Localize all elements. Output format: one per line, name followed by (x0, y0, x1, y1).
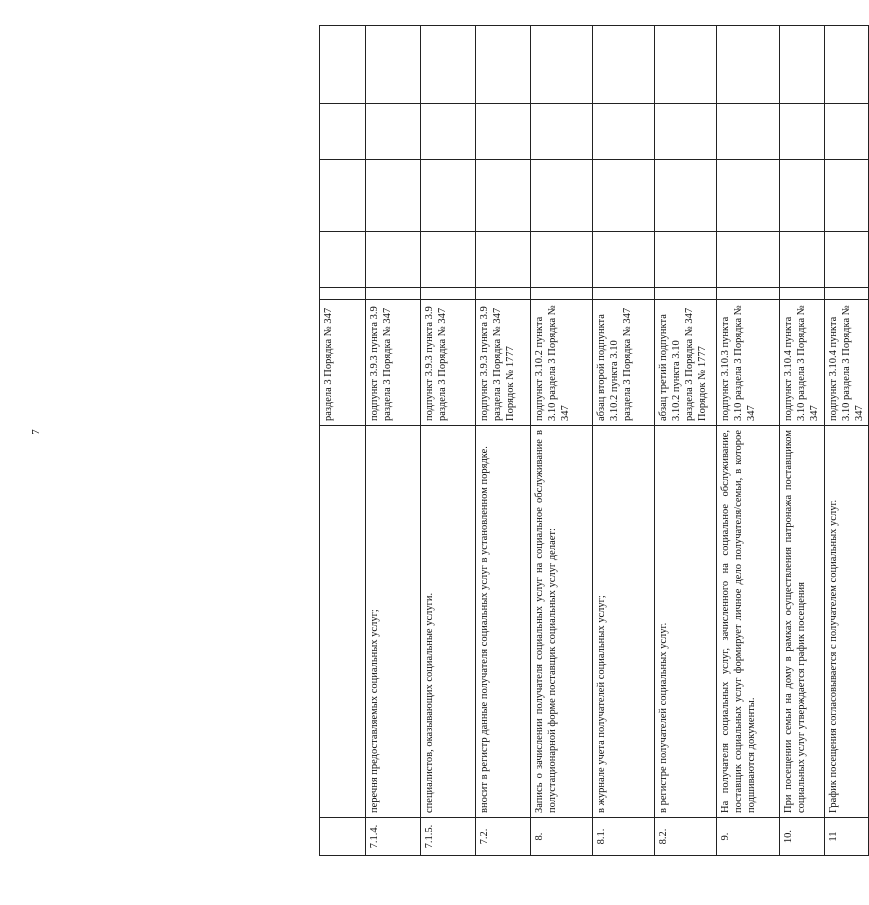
empty-cell (655, 288, 717, 300)
empty-cell (593, 104, 655, 160)
table-row (780, 26, 825, 856)
row-reference: подпункт 3.10.3 пункта 3.10 раздела 3 Порядка № 347 (717, 300, 780, 426)
empty-cell (593, 26, 655, 104)
row-reference: подпункт 3.10.4 пункта 3.10 раздела 3 Порядка № 347 (825, 300, 869, 426)
empty-cell (421, 104, 476, 160)
empty-cell (531, 232, 593, 288)
empty-cell (421, 288, 476, 300)
empty-cell (717, 160, 780, 232)
row-description: Запись о зачислении получателя социальных услуг на социальное обслуживание в полустационарной форме поставщик социальных услуг делает: (531, 426, 593, 818)
row-description (320, 426, 366, 818)
empty-cell (320, 26, 366, 104)
empty-cell (476, 232, 531, 288)
empty-cell (780, 288, 825, 300)
empty-cell (476, 26, 531, 104)
empty-cell (366, 160, 421, 232)
table-row (717, 26, 780, 856)
row-number: 8. (531, 818, 593, 856)
table-row (531, 26, 593, 856)
row-description: вносит в регистр данные получателя социальных услуг в установленном порядке. (476, 426, 531, 818)
row-number: 10. (780, 818, 825, 856)
procedure-table (319, 25, 869, 856)
row-number: 7.1.5. (421, 818, 476, 856)
row-number: 8.1. (593, 818, 655, 856)
empty-cell (825, 26, 869, 104)
empty-cell (320, 104, 366, 160)
empty-cell (825, 232, 869, 288)
row-number: 11 (825, 818, 869, 856)
empty-cell (366, 232, 421, 288)
table-row (655, 26, 717, 856)
row-reference: абзац второй подпункта 3.10.2 пункта 3.10 раздела 3 Порядка № 347 (593, 300, 655, 426)
row-reference: подпункт 3.9.3 пункта 3.9 раздела 3 Порядка № 347 (366, 300, 421, 426)
empty-cell (476, 288, 531, 300)
row-number: 9. (717, 818, 780, 856)
row-reference: подпункт 3.10.2 пункта 3.10 раздела 3 Порядка № 347 (531, 300, 593, 426)
empty-cell (531, 104, 593, 160)
empty-cell (366, 288, 421, 300)
row-number (320, 818, 366, 856)
empty-cell (366, 26, 421, 104)
empty-cell (593, 160, 655, 232)
page-number: 7 (29, 429, 42, 435)
empty-cell (655, 232, 717, 288)
empty-cell (825, 160, 869, 232)
empty-cell (531, 26, 593, 104)
empty-cell (780, 26, 825, 104)
row-description: перечня предоставляемых социальных услуг; (366, 426, 421, 818)
row-reference: подпункт 3.9.3 пункта 3.9 раздела 3 Порядка № 347 Порядок № 1777 (476, 300, 531, 426)
empty-cell (825, 288, 869, 300)
empty-cell (421, 232, 476, 288)
empty-cell (655, 104, 717, 160)
table-row (366, 26, 421, 856)
row-description: На получателя социальных услуг, зачисленного на социальное обслуживание, поставщик социальных услуг формирует личное дело получателя/семьи, в которое подшиваются документы. (717, 426, 780, 818)
empty-cell (780, 232, 825, 288)
empty-cell (531, 288, 593, 300)
empty-cell (780, 160, 825, 232)
empty-cell (717, 26, 780, 104)
empty-cell (717, 288, 780, 300)
empty-cell (421, 26, 476, 104)
row-description: в журнале учета получателей социальных услуг; (593, 426, 655, 818)
row-number: 7.2. (476, 818, 531, 856)
empty-cell (717, 232, 780, 288)
table-row (476, 26, 531, 856)
empty-cell (593, 288, 655, 300)
empty-cell (320, 160, 366, 232)
row-number: 7.1.4. (366, 818, 421, 856)
empty-cell (655, 26, 717, 104)
table-row (825, 26, 869, 856)
empty-cell (476, 104, 531, 160)
empty-cell (320, 288, 366, 300)
empty-cell (531, 160, 593, 232)
table-row (593, 26, 655, 856)
empty-cell (476, 160, 531, 232)
table-row (421, 26, 476, 856)
empty-cell (421, 160, 476, 232)
row-reference: подпункт 3.10.4 пункта 3.10 раздела 3 Порядка № 347 (780, 300, 825, 426)
row-description: в регистре получателей социальных услуг. (655, 426, 717, 818)
empty-cell (825, 104, 869, 160)
row-reference: абзац третий подпункта 3.10.2 пункта 3.10 раздела 3 Порядка № 347 Порядок № 1777 (655, 300, 717, 426)
table-row (320, 26, 366, 856)
row-description: При посещении семьи на дому в рамках осуществления патронажа поставщиком социальных услуг утверждается график посещения (780, 426, 825, 818)
row-number: 8.2. (655, 818, 717, 856)
empty-cell (717, 104, 780, 160)
empty-cell (593, 232, 655, 288)
row-description: специалистов, оказывающих социальные услуги. (421, 426, 476, 818)
empty-cell (366, 104, 421, 160)
row-reference: раздела 3 Порядка № 347 (320, 300, 366, 426)
empty-cell (320, 232, 366, 288)
row-description: График посещения согласовывается с получателем социальных услуг. (825, 426, 869, 818)
empty-cell (780, 104, 825, 160)
row-reference: подпункт 3.9.3 пункта 3.9 раздела 3 Порядка № 347 (421, 300, 476, 426)
empty-cell (655, 160, 717, 232)
rotated-table-container (319, 26, 867, 856)
